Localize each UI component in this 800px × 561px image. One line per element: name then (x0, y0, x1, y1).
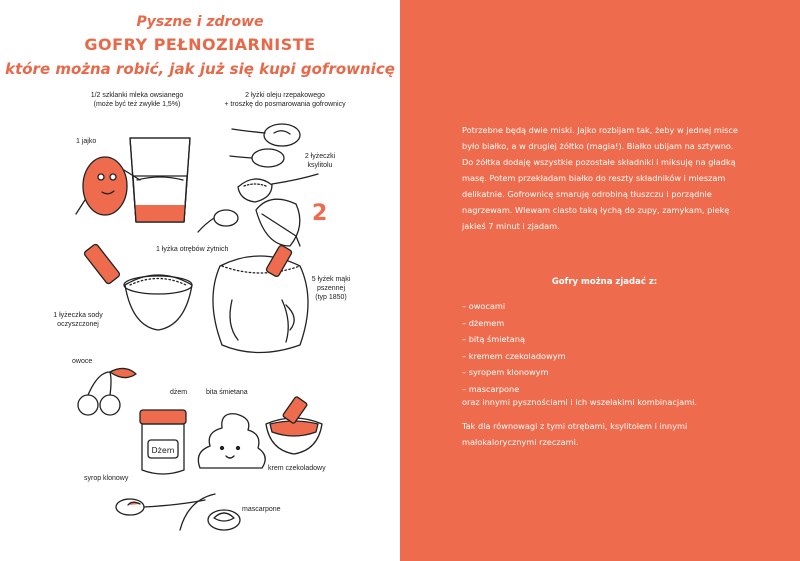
mascarpone-spoon-icon (180, 494, 240, 530)
egg-label: 1 jajko (76, 138, 97, 145)
cherries-icon (78, 368, 136, 415)
right-page (400, 0, 800, 561)
list-item: – kremem czekoladowym (462, 350, 566, 361)
jam-jar-icon (140, 410, 186, 474)
whipped-cream-icon (198, 414, 265, 468)
oil-label: 2 łyżki oleju rzepakowego + troszkę do posmarowania gofrownicy (224, 92, 346, 108)
toppings-subheading: Gofry można zjadać z: (551, 277, 658, 287)
leaf-icon (256, 199, 300, 246)
after-list-text: oraz innymi pysznościami i ich wszelakimi kombinacjami. (462, 397, 698, 407)
title-line-2: GOFRY PEŁNOZIARNISTE (84, 35, 316, 54)
chocolate-label: krem czekoladowy (268, 465, 326, 472)
fruit-label: owoce (72, 358, 93, 365)
list-item: – mascarpone (462, 383, 520, 394)
number-2-label: 2 (312, 201, 328, 226)
list-item: – syropem klonowym (462, 367, 549, 377)
closing-text: Tak dla równowagi z tymi otrębami, ksylitolem i innymi małokalorycznymi rzeczami. (462, 421, 688, 447)
milk-label: 1/2 szklanki mleka owsianego (może być też zwykłe 1,5%) (90, 92, 184, 108)
xylitol-label: 2 łyżeczki ksylitolu (304, 153, 336, 169)
bran-spoon-icon (198, 210, 238, 232)
list-item: – bitą śmietaną (462, 334, 525, 344)
flour-sack-icon (213, 245, 308, 353)
title-line-1: Pyszne i zdrowe (136, 14, 264, 30)
syrup-label: syrop klonowy (84, 475, 129, 482)
toppings-list (462, 298, 762, 397)
jam-jar-label: Dżem (151, 446, 175, 455)
recipe-text: Potrzebne będą dwie miski. Jajko rozbijam tak, żeby w jednej misce było białko, a w drugiej żółtko (magia!). Białko ubijam na sztywno. Do żółtka dodaję wszystkie pozostałe składniki i miksuję na gładką masę. Potem przekładam białko do reszty składników i mieszam delikatnie. Gofrownicę smaruję odrobiną tłuszczu i porządnie nagrzewam. Wlewam ciasto taką łychą do zupy, zamykam, piekę jakieś 7 minut i zjadam. (462, 125, 738, 231)
cream-label: bita śmietana (206, 389, 248, 396)
jam-label: dżem (170, 389, 188, 396)
xylitol-spoon-icon (238, 174, 318, 202)
list-item: – dżemem (462, 317, 505, 328)
list-item: – owocami (462, 301, 506, 311)
bran-label: 1 łyżka otrębów żytnich (156, 246, 229, 253)
soda-label: 1 łyżeczka sody oczyszczonej (53, 312, 103, 328)
egg-icon (76, 157, 140, 215)
mascarpone-label: mascarpone (242, 506, 281, 513)
chocolate-bowl-icon (266, 396, 322, 454)
flour-label: 5 łyżek mąki pszennej (typ 1850) (311, 276, 351, 301)
title-line-3: które można robić, jak już się kupi gofrownicę (5, 60, 395, 78)
